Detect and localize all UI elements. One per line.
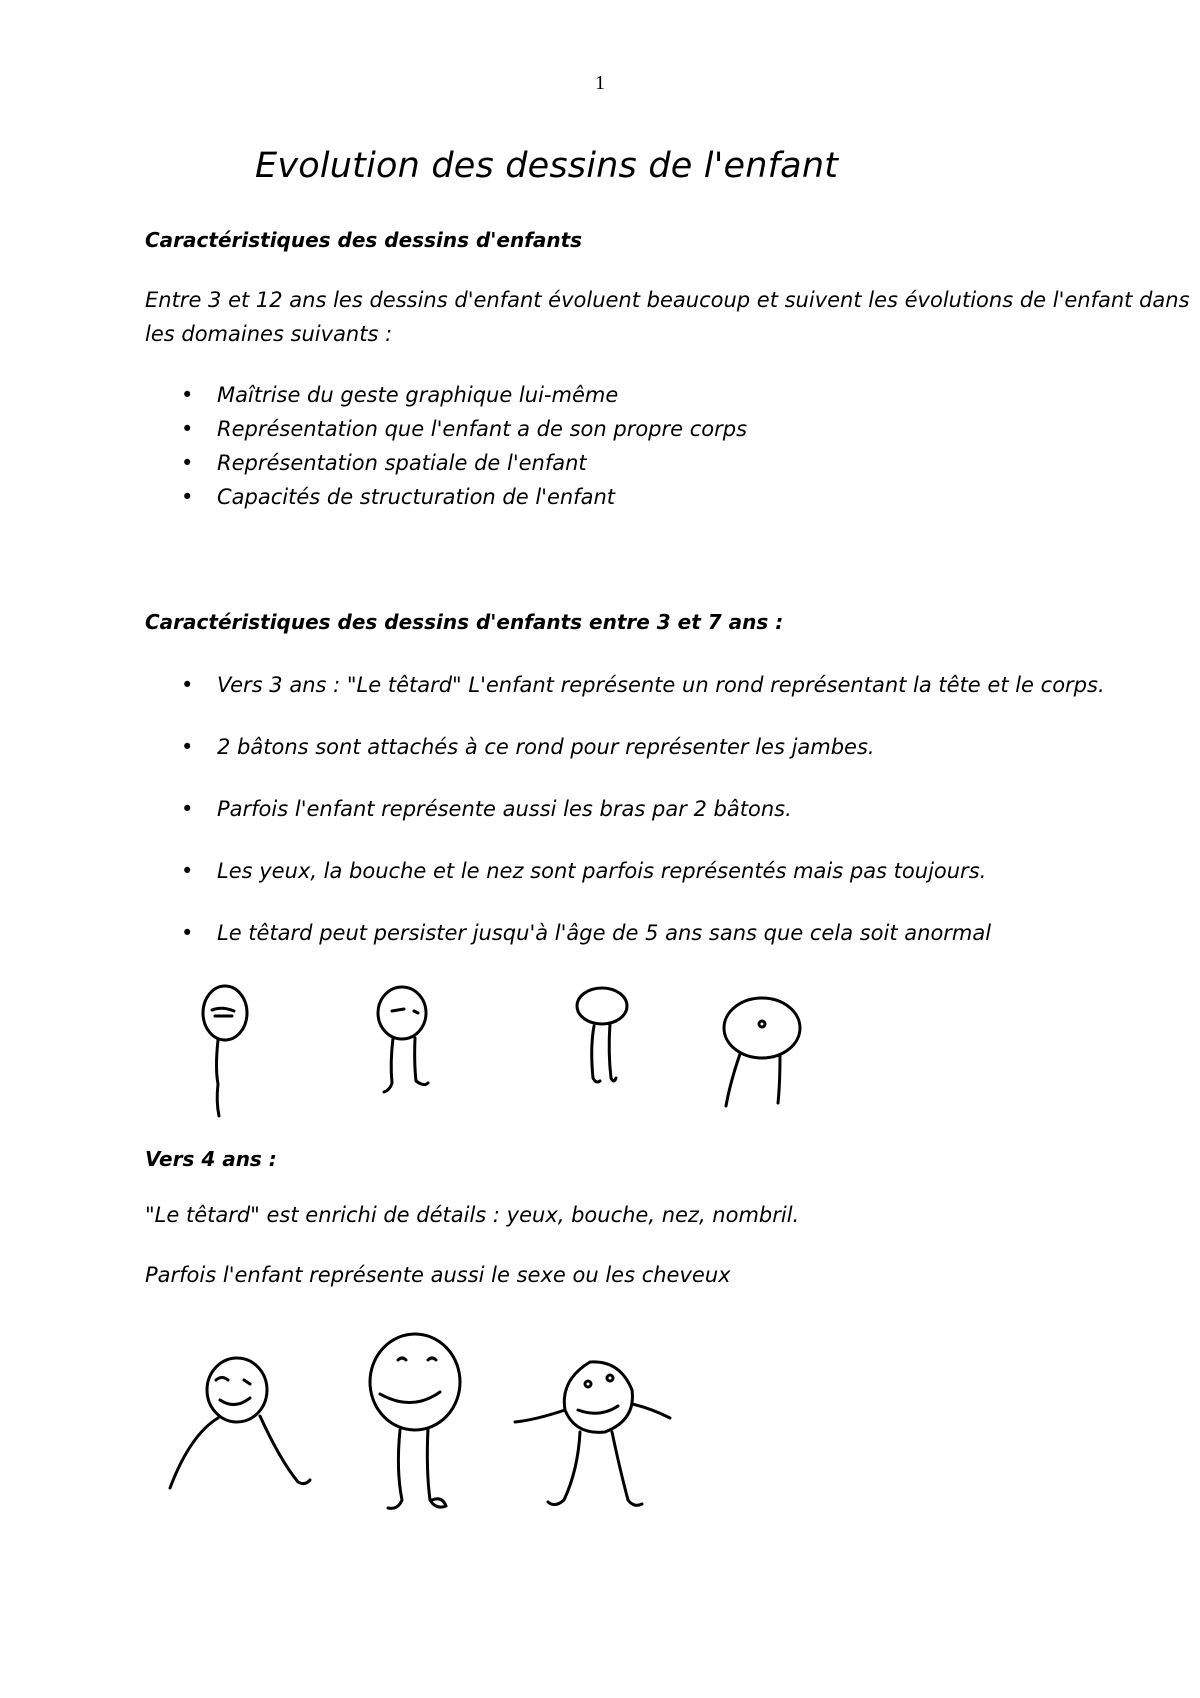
bullet-icon: • [181, 921, 194, 945]
tadpole-drawings [170, 978, 830, 1118]
tadpole-drawing-3 [577, 988, 627, 1082]
tadpole-drawing-2 [378, 987, 428, 1092]
list-item-text: 2 bâtons sont attachés à ce rond pour représenter les jambes. [217, 735, 875, 759]
bullet-icon: • [181, 451, 194, 475]
bullet-icon: • [181, 859, 194, 883]
list-item-text: Représentation que l'enfant a de son propre corps [217, 417, 748, 441]
age4-drawing-3 [515, 1362, 670, 1505]
bullet-icon: • [181, 673, 194, 697]
list-item-text: Les yeux, la bouche et le nez sont parfois représentés mais pas toujours. [217, 859, 987, 883]
list-item [145, 916, 1105, 978]
list-item [145, 668, 1105, 730]
list-item-text: Représentation spatiale de l'enfant [217, 451, 587, 475]
list-item [145, 378, 747, 412]
list-item [145, 480, 747, 514]
list-item [145, 854, 1105, 916]
list-item-text: Capacités de structuration de l'enfant [217, 485, 615, 509]
page-number: 1 [595, 72, 605, 94]
bullet-icon: • [181, 383, 194, 407]
section-heading-characteristics: Caractéristiques des dessins d'enfants [145, 228, 583, 252]
list-item [145, 792, 1105, 854]
age4-drawing-1 [170, 1358, 310, 1488]
bullet-icon: • [181, 735, 194, 759]
age4-drawings [150, 1320, 690, 1520]
list-item [145, 446, 747, 480]
age4-line2: Parfois l'enfant représente aussi le sexe ou les cheveux [145, 1263, 731, 1287]
list-item-text: Le têtard peut persister jusqu'à l'âge de 5 ans sans que cela soit anormal [217, 921, 992, 945]
domains-list [145, 378, 747, 514]
bullet-icon: • [181, 797, 194, 821]
list-item-text: Maîtrise du geste graphique lui-même [217, 383, 619, 407]
bullet-icon: • [181, 417, 194, 441]
section-heading-3-to-7: Caractéristiques des dessins d'enfants entre 3 et 7 ans : [145, 610, 784, 634]
page-title: Evolution des dessins de l'enfant [255, 146, 839, 186]
section-heading-4-ans: Vers 4 ans : [145, 1147, 277, 1171]
list-item-text: Vers 3 ans : "Le têtard" L'enfant représente un rond représentant la tête et le corps. [217, 673, 1105, 697]
list-item [145, 730, 1105, 792]
age4-drawing-2 [370, 1334, 460, 1508]
list-item [145, 412, 747, 446]
list-item-text: Parfois l'enfant représente aussi les bras par 2 bâtons. [217, 797, 792, 821]
bullet-icon: • [181, 485, 194, 509]
age4-line1: "Le têtard" est enrichi de détails : yeux, bouche, nez, nombril. [145, 1203, 800, 1227]
tadpole-drawing-4 [724, 998, 800, 1106]
tadpole-list [145, 668, 1105, 978]
tadpole-drawing-1 [203, 986, 247, 1116]
intro-paragraph: Entre 3 et 12 ans les dessins d'enfant évoluent beaucoup et suivent les évolutions de l'enfant dans les domaines suivants : [145, 288, 1190, 346]
